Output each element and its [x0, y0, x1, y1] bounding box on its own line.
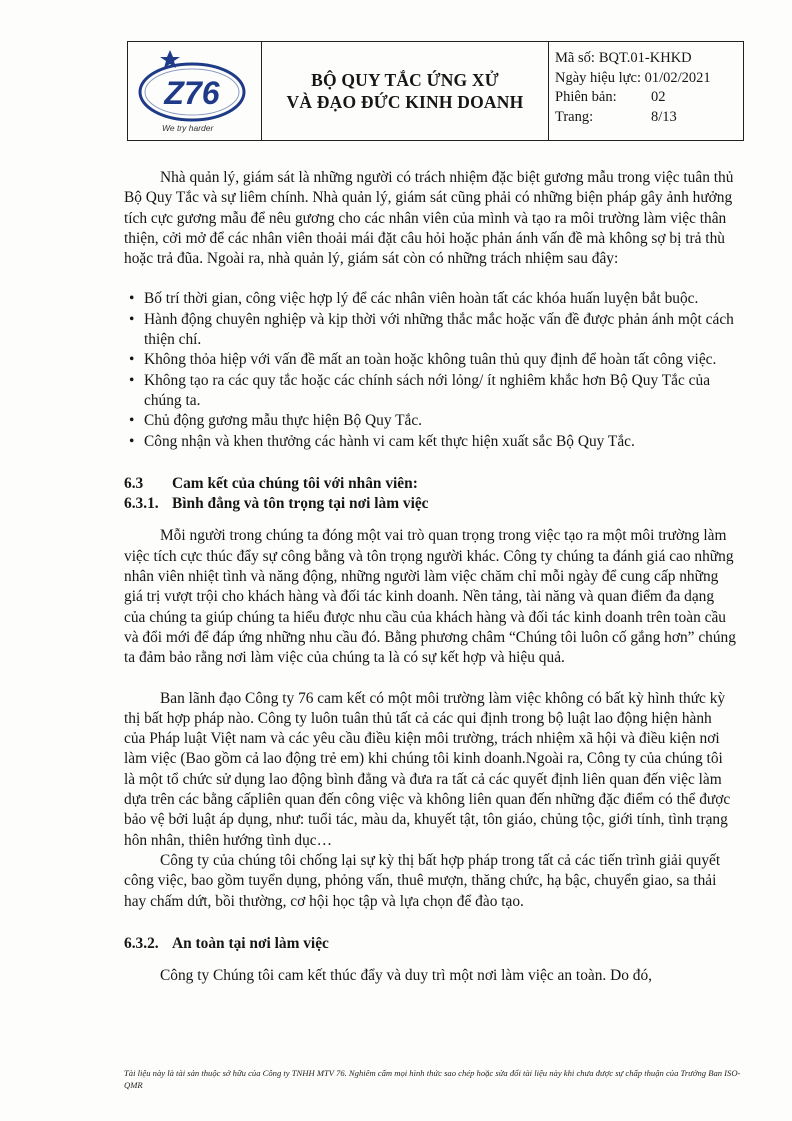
list-item: • Chủ động gương mẫu thực hiện Bộ Quy Tắc. — [124, 411, 736, 431]
meta-code — [555, 49, 743, 69]
list-item: • Không thỏa hiệp với vấn đề mất an toàn hoặc không tuân thủ quy định để hoàn tất công việc. — [124, 350, 736, 370]
company-logo — [132, 48, 258, 138]
logo-text: Z76 — [164, 75, 220, 111]
list-item: • Công nhận và khen thưởng các hành vi cam kết thực hiện xuất sắc Bộ Quy Tắc. — [124, 432, 736, 452]
section-heading — [124, 474, 736, 494]
section-title: Cam kết của chúng tôi với nhân viên: — [172, 474, 418, 492]
version-label: Phiên bản: — [555, 89, 617, 105]
subsection-heading-2 — [124, 934, 736, 954]
meta-cell — [549, 42, 743, 140]
logo-slogan: We try harder — [162, 123, 214, 133]
title-cell — [262, 42, 549, 140]
subsection-title: An toàn tại nơi làm việc — [172, 934, 329, 952]
list-item: • Không tạo ra các quy tắc hoặc các chính sách nới lỏng/ ít nghiêm khắc hơn Bộ Quy Tắc của chúng ta. — [124, 371, 736, 412]
responsibility-list — [124, 289, 736, 451]
section-number: 6.3 — [124, 474, 144, 492]
meta-page — [555, 108, 743, 128]
meta-version — [555, 88, 743, 108]
code-value: BQT.01-KHKD — [598, 50, 692, 66]
subsection-number: 6.3.2. — [124, 934, 159, 952]
subsection-title: Bình đẳng và tôn trọng tại nơi làm việc — [172, 495, 429, 513]
code-label: Mã số: — [555, 50, 595, 66]
list-item: • Hành động chuyên nghiệp và kịp thời với những thắc mắc hoặc vấn đề được phản ánh một cách thiện chí. — [124, 310, 736, 351]
paragraph-discrimination: Công ty của chúng tôi chống lại sự kỳ thị bất hợp pháp trong tất cả các tiến trình giải quyết công việc, bao gồm tuyển dụng, phỏng vấn, thuê mượn, thăng chức, hạ bậc, chuyển giao, sa thải hay chấm dứt, bồi thường, cơ hội học tập và lựa chọn để đào tạo. — [124, 851, 721, 910]
page-label: Trang: — [555, 108, 594, 125]
subsection-heading-1 — [124, 494, 736, 514]
doc-title-line2: VÀ ĐẠO ĐỨC KINH DOANH — [286, 92, 524, 112]
meta-effective-date — [555, 69, 743, 89]
logo-cell — [128, 42, 262, 140]
document-body — [124, 168, 736, 986]
paragraph-equality: Mỗi người trong chúng ta đóng một vai trò quan trọng trong việc tạo ra một môi trường làm việc tích cực thúc đẩy sự công bằng và tôn trọng người khác. Công ty chúng ta đánh giá cao những nhân viên nhiệt tình và năng động, những người làm việc chăm chỉ mỗi ngày để cung cấp những giá trị vượt trội cho khách hàng và đối tác kinh doanh. Nền tảng, tài năng và quan điểm đa dạng của chúng ta giúp chúng ta hiểu được nhu cầu của khách hàng và đối tác kinh doanh trên toàn cầu và đổi mới để đáp ứng những nhu cầu đó. Bằng phương châm “Chúng tôi luôn cố gắng hơn” chúng ta đảm bảo rằng nơi làm việc của chúng ta là có sự kết hợp và hiệu quả. — [124, 527, 736, 667]
doc-title-line1: BỘ QUY TẮC ỨNG XỬ — [311, 70, 499, 90]
page-value: 8/13 — [651, 108, 677, 125]
list-item: • Bố trí thời gian, công việc hợp lý để các nhân viên hoàn tất các khóa huấn luyện bắt buộc. — [124, 289, 736, 309]
paragraph-safety: Công ty Chúng tôi cam kết thúc đẩy và duy trì một nơi làm việc an toàn. Do đó, — [160, 967, 653, 985]
version-value: 02 — [651, 89, 666, 105]
effective-date: Ngày hiệu lực: 01/02/2021 — [555, 69, 711, 86]
paragraph-leadership: Ban lãnh đạo Công ty 76 cam kết có một môi trường làm việc không có bất kỳ hình thức kỳ thị bất hợp pháp nào. Công ty luôn tuân thủ tất cả các qui định trong bộ luật lao động hiện hành của Pháp luật Việt nam và các yêu cầu điều kiện môi trường, trách nhiệm xã hội và điều kiện nơi làm việc (Bao gồm cả lao động trẻ em) khi chúng tôi kinh doanh.Ngoài ra, Công ty của chúng tôi là một tổ chức sử dụng lao động bình đẳng và đưa ra tất cả các quyết định liên quan đến việc làm dựa trên các bằng cấpliên quan đến công việc và không liên quan đến những đặc điểm có thể được bảo vệ bởi luật áp dụng, như: tuổi tác, màu da, khuyết tật, tôn giáo, chủng tộc, giới tính, tình trạng hôn nhân, thiên hướng tình dục… — [124, 689, 731, 849]
document-header — [127, 41, 744, 141]
subsection-number: 6.3.1. — [124, 495, 159, 513]
intro-paragraph: Nhà quản lý, giám sát là những người có trách nhiệm đặc biệt gương mẫu trong việc tuân thủ Bộ Quy Tắc và sự liêm chính. Nhà quản lý, giám sát cũng phải có những biện pháp gây ảnh hưởng tích cực gương mẫu để nêu gương cho các nhân viên của mình và tạo ra môi trường làm việc thân thiện, cởi mở để các nhân viên thoải mái đặt câu hỏi hoặc phản ánh vấn đề mà không sợ bị trả thù hoặc trả đũa. Ngoài ra, nhà quản lý, giám sát còn có những trách nhiệm sau đây: — [124, 169, 734, 268]
document-footer: Tài liệu này là tài sản thuộc sở hữu của Công ty TNHH MTV 76. Nghiêm cấm mọi hình thức sao chép hoặc sửa đổi tài liệu này khi chưa được sự chấp thuận của Trưởng Ban ISO-QMR — [124, 1068, 741, 1090]
